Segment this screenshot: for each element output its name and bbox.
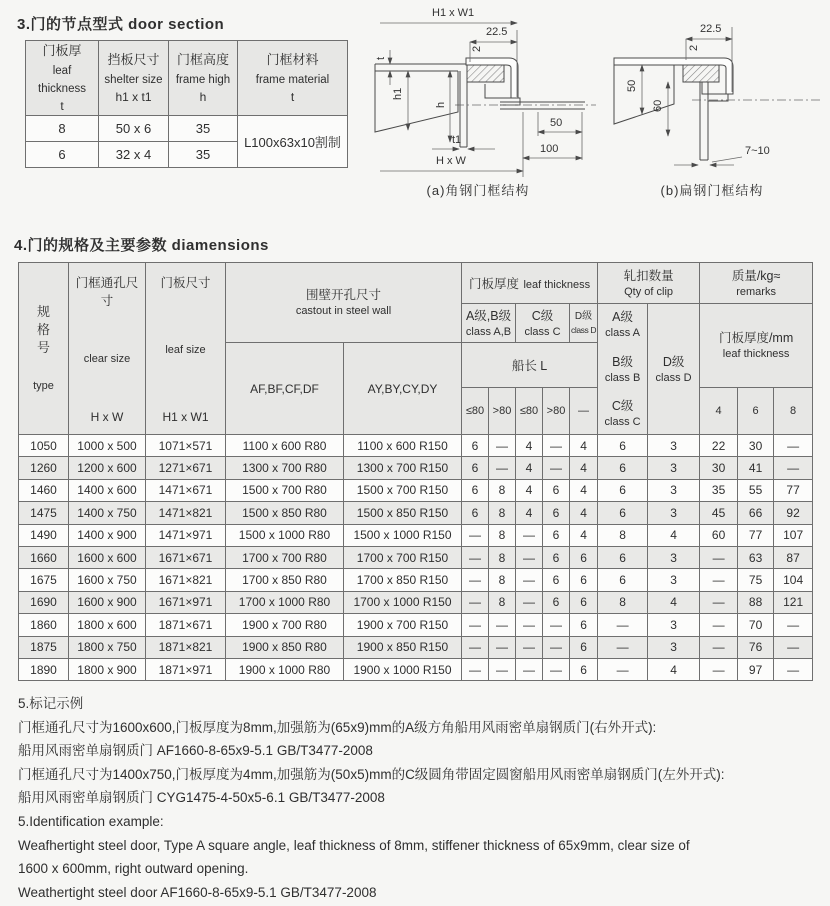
cell-leaf-size: 1871×971 (146, 658, 226, 680)
cell-clip-abc: 6 (598, 435, 648, 457)
cell-type: 1050 (19, 435, 69, 457)
cell-clear-size: 1200 x 600 (69, 457, 146, 479)
note-line: 5.标记示例 (18, 696, 84, 711)
dim-h-label: h (435, 101, 447, 108)
notes-block (18, 692, 818, 904)
cell-clip-abc: 8 (598, 591, 648, 613)
cell-leaf-size: 1271×671 (146, 457, 226, 479)
header-mass-remarks: 质量/kg≈ remarks (700, 263, 813, 304)
header-castout: 围壁开孔尺寸 castout in steel wall (226, 263, 462, 343)
dim-t1-label: t1 (452, 134, 462, 146)
header-ship-length: 船长 L (462, 343, 598, 388)
cell-clear-size: 1800 x 750 (69, 636, 146, 658)
cell-castout-f: 1900 x 850 R80 (226, 636, 344, 658)
frame-profile (455, 58, 596, 147)
cell-d: 4 (570, 502, 598, 524)
cell-castout-f: 1900 x 1000 R80 (226, 658, 344, 680)
note-line: 船用风雨密单扇钢质门 CYG1475-4-50x5-6.1 GB/T3477-2008 (18, 790, 385, 806)
header-gt80-c: >80 (543, 388, 570, 435)
header-w8: 8 (774, 388, 813, 435)
door-section-table (25, 40, 348, 168)
cell-castout-y: 1500 x 850 R150 (344, 502, 462, 524)
cell-d: 4 (570, 435, 598, 457)
cell-ab-gt80: — (489, 435, 516, 457)
cell-castout-y: 1900 x 1000 R150 (344, 658, 462, 680)
note-line: 1600 x 600mm, right outward opening. (18, 861, 249, 877)
cell-clip-abc: 6 (598, 569, 648, 591)
cell-leaf-size: 1871×671 (146, 614, 226, 636)
cell-leaf-size: 1871×821 (146, 636, 226, 658)
cell-leaf-size: 1471×671 (146, 479, 226, 501)
cell-clip-abc: 6 (598, 546, 648, 568)
frame-profile (614, 58, 822, 160)
cell-clip-d: 4 (648, 524, 700, 546)
s3-cell-h: 35 (169, 141, 238, 167)
dim-50-label: 50 (626, 79, 638, 92)
flat-frame-diagram (602, 2, 828, 207)
cell-ab-gt80: 8 (489, 591, 516, 613)
table-row (19, 614, 813, 636)
dim-t-label: t (375, 56, 387, 60)
cell-clip-d: 3 (648, 546, 700, 568)
table-row (19, 546, 813, 568)
cell-c-le80: — (516, 591, 543, 613)
cell-ab-le80: 6 (462, 479, 489, 501)
cell-weight-6: 63 (738, 546, 774, 568)
cell-type: 1875 (19, 636, 69, 658)
cell-d: 6 (570, 546, 598, 568)
cell-ab-le80: — (462, 569, 489, 591)
cell-d: 4 (570, 479, 598, 501)
cell-ab-le80: — (462, 591, 489, 613)
cell-castout-f: 1500 x 1000 R80 (226, 524, 344, 546)
header-le80-c: ≤80 (516, 388, 543, 435)
cell-castout-y: 1700 x 700 R150 (344, 546, 462, 568)
header-gt80-ab: >80 (489, 388, 516, 435)
cell-weight-6: 30 (738, 435, 774, 457)
cell-ab-gt80: 8 (489, 569, 516, 591)
cell-weight-6: 70 (738, 614, 774, 636)
dim-50-label: 50 (550, 117, 563, 129)
cell-castout-f: 1700 x 1000 R80 (226, 591, 344, 613)
table-row (19, 479, 813, 501)
cell-type: 1860 (19, 614, 69, 636)
cell-clear-size: 1400 x 900 (69, 524, 146, 546)
table-row (19, 636, 813, 658)
header-class-d: D级 class D (570, 304, 598, 343)
cell-weight-8: — (774, 457, 813, 479)
s3-cell-t: 8 (26, 115, 99, 141)
cell-ab-gt80: — (489, 658, 516, 680)
header-leaf-thickness: 门板厚度 leaf thickness (462, 263, 598, 304)
s3-row (26, 115, 348, 141)
cell-clip-d: 4 (648, 658, 700, 680)
cell-clip-d: 3 (648, 636, 700, 658)
cell-c-gt80: — (543, 658, 570, 680)
spec-rows (19, 435, 813, 681)
header-castout-y: AY,BY,CY,DY (344, 343, 462, 435)
cell-clear-size: 1000 x 500 (69, 435, 146, 457)
note-line: 门框通孔尺寸为1400x750,门板厚度为4mm,加强筋为(50x5)mm的C级圆角带固定圆窗船用风雨密单扇钢质门(左外开式): (18, 766, 725, 782)
cell-weight-4: — (700, 569, 738, 591)
dim-2-label: 2 (471, 45, 483, 52)
cell-c-gt80: 6 (543, 502, 570, 524)
cell-castout-f: 1500 x 850 R80 (226, 502, 344, 524)
dim-7-10-label: 7~10 (745, 145, 770, 157)
cell-weight-8: — (774, 435, 813, 457)
cell-ab-gt80: — (489, 636, 516, 658)
s3-col-leaf-thickness: 门板厚 leaf thickness t (26, 41, 99, 116)
cell-ab-gt80: 8 (489, 502, 516, 524)
dim-hxw-label: H x W (436, 155, 466, 167)
cell-c-le80: — (516, 636, 543, 658)
cell-clip-d: 3 (648, 479, 700, 501)
cell-c-le80: 4 (516, 479, 543, 501)
cell-ab-gt80: 8 (489, 524, 516, 546)
cell-clip-abc: 6 (598, 457, 648, 479)
cell-weight-6: 88 (738, 591, 774, 613)
cell-weight-6: 77 (738, 524, 774, 546)
cell-castout-f: 1700 x 700 R80 (226, 546, 344, 568)
cell-c-le80: 4 (516, 435, 543, 457)
cell-type: 1260 (19, 457, 69, 479)
cell-c-le80: 4 (516, 457, 543, 479)
cell-ab-le80: — (462, 636, 489, 658)
header-w6: 6 (738, 388, 774, 435)
dim-2-label: 2 (688, 44, 700, 51)
cell-d: 6 (570, 658, 598, 680)
cell-d: 4 (570, 457, 598, 479)
cell-clip-abc: 6 (598, 502, 648, 524)
table-row (19, 524, 813, 546)
table-row (19, 502, 813, 524)
diagram-a-caption: (a)角钢门框结构 (426, 183, 530, 198)
table-row (19, 658, 813, 680)
cell-castout-y: 1700 x 850 R150 (344, 569, 462, 591)
cell-castout-f: 1100 x 600 R80 (226, 435, 344, 457)
note-line: 船用风雨密单扇钢质门 AF1660-8-65x9-5.1 GB/T3477-2008 (18, 743, 373, 759)
cell-ab-le80: — (462, 546, 489, 568)
cell-clip-abc: — (598, 614, 648, 636)
section3-title: 3.门的节点型式 door section (17, 16, 225, 33)
cell-d: 6 (570, 614, 598, 636)
cell-castout-f: 1500 x 700 R80 (226, 479, 344, 501)
header-class-ab: A级,B级 class A,B (462, 304, 516, 343)
note-line: 门框通孔尺寸为1600x600,门板厚度为8mm,加强筋为(65x9)mm的A级方角船用风雨密单扇钢质门(右外开式): (18, 719, 657, 735)
cell-d: 6 (570, 636, 598, 658)
cell-weight-8: 92 (774, 502, 813, 524)
dim-100-label: 100 (540, 143, 559, 155)
header-w4: 4 (700, 388, 738, 435)
cell-clip-d: 3 (648, 502, 700, 524)
dim-60-label: 60 (652, 99, 664, 112)
cell-c-le80: — (516, 658, 543, 680)
s3-cell-t: 6 (26, 141, 99, 167)
cell-clip-d: 3 (648, 457, 700, 479)
cell-type: 1460 (19, 479, 69, 501)
header-clear-size: 门框通孔尺寸 clear size H x W (69, 263, 146, 435)
cell-weight-4: 45 (700, 502, 738, 524)
dimensions (626, 23, 770, 165)
dim-22-5-label: 22.5 (700, 23, 722, 35)
cell-clip-d: 3 (648, 569, 700, 591)
cell-castout-y: 1100 x 600 R150 (344, 435, 462, 457)
cell-ab-le80: 6 (462, 502, 489, 524)
cell-castout-y: 1500 x 1000 R150 (344, 524, 462, 546)
header-leaf-size: 门板尺寸 leaf size H1 x W1 (146, 263, 226, 435)
cell-d: 4 (570, 524, 598, 546)
header-class-c: C级 class C (516, 304, 570, 343)
cell-clear-size: 1400 x 600 (69, 479, 146, 501)
cell-c-le80: — (516, 614, 543, 636)
cell-weight-8: 77 (774, 479, 813, 501)
table-row (19, 457, 813, 479)
cell-weight-8: 87 (774, 546, 813, 568)
cell-clear-size: 1400 x 750 (69, 502, 146, 524)
dim-22-5-label: 22.5 (486, 26, 508, 38)
note-line: Weafhertight steel door, Type A square angle, leaf thickness of 8mm, stiffener thickness of 65x9mm, clear size of (18, 837, 690, 853)
cell-ab-gt80: — (489, 614, 516, 636)
cell-weight-4: 22 (700, 435, 738, 457)
cell-clip-d: 3 (648, 435, 700, 457)
cell-castout-y: 1700 x 1000 R150 (344, 591, 462, 613)
cell-weight-8: — (774, 636, 813, 658)
s3-cell-shelter: 50 x 6 (99, 115, 169, 141)
s3-cell-material: L100x63x10割制 (238, 115, 348, 167)
cell-ab-gt80: 8 (489, 546, 516, 568)
cell-ab-le80: 6 (462, 457, 489, 479)
cell-weight-6: 55 (738, 479, 774, 501)
cell-weight-6: 75 (738, 569, 774, 591)
s3-col-frame-material: 门框材料 frame material t (238, 41, 348, 116)
cell-castout-y: 1500 x 700 R150 (344, 479, 462, 501)
cell-castout-y: 1300 x 700 R150 (344, 457, 462, 479)
cell-c-le80: 4 (516, 502, 543, 524)
cell-d: 6 (570, 569, 598, 591)
header-leaf-thickness-mm: 门板厚度/mm leaf thickness (700, 304, 813, 388)
header-le80-ab: ≤80 (462, 388, 489, 435)
cell-c-gt80: — (543, 614, 570, 636)
cell-ab-le80: 6 (462, 435, 489, 457)
section4-title: 4.门的规格及主要参数 diamensions (14, 237, 269, 254)
cell-clip-d: 4 (648, 591, 700, 613)
angle-frame-diagram (360, 2, 600, 207)
cell-castout-f: 1900 x 700 R80 (226, 614, 344, 636)
cell-clear-size: 1800 x 900 (69, 658, 146, 680)
header-clip-qty: 轧扣数量 Qty of clip (598, 263, 700, 304)
cell-castout-f: 1700 x 850 R80 (226, 569, 344, 591)
cell-castout-y: 1900 x 850 R150 (344, 636, 462, 658)
cell-castout-y: 1900 x 700 R150 (344, 614, 462, 636)
header-clip-abc: A级 class A B级 class B C级 class C (598, 304, 648, 435)
cell-weight-4: — (700, 546, 738, 568)
table-row (19, 591, 813, 613)
s3-col-shelter-size: 挡板尺寸 shelter size h1 x t1 (99, 41, 169, 116)
cell-clip-abc: 6 (598, 479, 648, 501)
cell-weight-6: 76 (738, 636, 774, 658)
cell-type: 1890 (19, 658, 69, 680)
header-d-dash: — (570, 388, 598, 435)
cell-leaf-size: 1671×671 (146, 546, 226, 568)
dim-h1-label: h1 (392, 87, 404, 100)
cell-castout-f: 1300 x 700 R80 (226, 457, 344, 479)
cell-c-le80: — (516, 569, 543, 591)
cell-leaf-size: 1671×821 (146, 569, 226, 591)
dimensions-table (18, 262, 813, 681)
cell-ab-le80: — (462, 658, 489, 680)
cell-weight-4: 60 (700, 524, 738, 546)
cell-weight-4: — (700, 636, 738, 658)
cell-clear-size: 1600 x 900 (69, 591, 146, 613)
cell-c-gt80: 6 (543, 546, 570, 568)
cell-type: 1660 (19, 546, 69, 568)
s3-col-frame-high: 门框高度 frame high h (169, 41, 238, 116)
cell-c-gt80: 6 (543, 524, 570, 546)
cell-clear-size: 1600 x 600 (69, 546, 146, 568)
leaf-profile (614, 58, 683, 124)
cell-ab-le80: — (462, 614, 489, 636)
header-clip-d: D级 class D (648, 304, 700, 435)
cell-leaf-size: 1471×821 (146, 502, 226, 524)
leaf-profile (375, 64, 466, 132)
cell-c-gt80: — (543, 636, 570, 658)
cell-leaf-size: 1671×971 (146, 591, 226, 613)
cell-type: 1690 (19, 591, 69, 613)
cell-weight-8: 104 (774, 569, 813, 591)
note-line: Weathertight steel door AF1660-8-65x9-5.1 GB/T3477-2008 (18, 884, 377, 900)
cell-clip-d: 3 (648, 614, 700, 636)
cell-ab-gt80: 8 (489, 479, 516, 501)
cell-weight-4: — (700, 614, 738, 636)
cell-weight-8: 121 (774, 591, 813, 613)
s3-cell-h: 35 (169, 115, 238, 141)
cell-c-gt80: 6 (543, 479, 570, 501)
cell-c-gt80: 6 (543, 569, 570, 591)
cell-weight-8: 107 (774, 524, 813, 546)
cell-c-gt80: — (543, 457, 570, 479)
cell-weight-6: 41 (738, 457, 774, 479)
s3-cell-shelter: 32 x 4 (99, 141, 169, 167)
cell-weight-6: 66 (738, 502, 774, 524)
cell-d: 6 (570, 591, 598, 613)
cell-c-le80: — (516, 524, 543, 546)
cell-leaf-size: 1471×971 (146, 524, 226, 546)
cell-weight-4: 35 (700, 479, 738, 501)
header-type: 规格号 type (19, 263, 69, 435)
cell-type: 1475 (19, 502, 69, 524)
cell-ab-gt80: — (489, 457, 516, 479)
cell-c-gt80: — (543, 435, 570, 457)
table-row (19, 435, 813, 457)
dimensions (375, 7, 582, 177)
cell-clear-size: 1600 x 750 (69, 569, 146, 591)
dim-h1w1-label: H1 x W1 (432, 7, 475, 19)
cell-weight-4: 30 (700, 457, 738, 479)
cell-clip-abc: — (598, 636, 648, 658)
note-line: 5.Identification example: (18, 813, 164, 829)
cell-leaf-size: 1071×571 (146, 435, 226, 457)
table-row (19, 569, 813, 591)
cell-weight-6: 97 (738, 658, 774, 680)
cell-c-le80: — (516, 546, 543, 568)
cell-clip-abc: 8 (598, 524, 648, 546)
cell-type: 1490 (19, 524, 69, 546)
cell-clear-size: 1800 x 600 (69, 614, 146, 636)
cell-ab-le80: — (462, 524, 489, 546)
cell-c-gt80: 6 (543, 591, 570, 613)
cell-type: 1675 (19, 569, 69, 591)
cell-weight-4: — (700, 658, 738, 680)
diagram-b-caption: (b)扁钢门框结构 (660, 183, 764, 198)
cell-weight-8: — (774, 614, 813, 636)
cell-clip-abc: — (598, 658, 648, 680)
cell-weight-4: — (700, 591, 738, 613)
header-castout-f: AF,BF,CF,DF (226, 343, 344, 435)
cell-weight-8: — (774, 658, 813, 680)
